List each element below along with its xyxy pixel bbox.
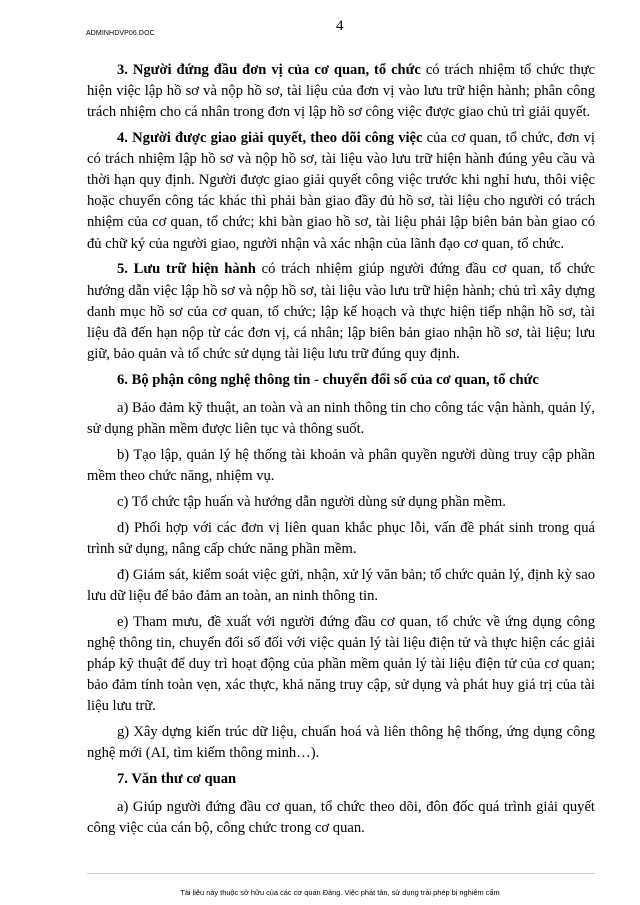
section-6-item-e: e) Tham mưu, đề xuất với người đứng đầu cơ quan, tổ chức về ứng dụng công nghệ thông tin, chuyển đổi số đối với việc quản lý tài liệu điện tử và thực hiện các giải pháp kỹ thuật để duy trì hoạt động của phần mềm quản lý tài liệu điện tử của cơ quan; bảo đảm tính toàn vẹn, xác thực, khả năng truy cập, sử dụng và phát huy giá trị của tài liệu lưu trữ.	[87, 613, 595, 714]
section-3-paragraph	[87, 60, 595, 123]
section-4-lead: 4. Người được giao giải quyết, theo dõi công việc	[117, 130, 423, 147]
footer-notice: Tài liệu này thuộc sở hữu của các cơ quan Đảng. Việc phát tán, sử dụng trái phép bị nghiêm cấm	[180, 888, 500, 897]
section-6-item-a: a) Bảo đảm kỹ thuật, an toàn và an ninh thông tin cho công tác vận hành, quản lý, sử dụng phần mềm được liên tục và thông suốt.	[87, 399, 595, 437]
footer-divider	[87, 873, 595, 874]
section-4-body: của cơ quan, tổ chức, đơn vị có trách nhiệm lập hồ sơ và nộp hồ sơ, tài liệu vào lưu trữ hiện hành đúng yêu cầu và thời hạn quy định. Người được giao giải quyết công việc trước khi nghỉ hưu, thôi việc hoặc chuyển công tác khác thì phải bàn giao đầy đủ hồ sơ, tài liệu cho người có trách nhiệm của cơ quan, tổ chức; khi bàn giao hồ sơ, tài liệu phải lập biên bản bàn giao có đủ chữ ký của người giao, người nhận và xác nhận của lãnh đạo cơ quan, tổ chức.	[87, 130, 595, 252]
section-5-body: có trách nhiệm giúp người đứng đầu cơ quan, tổ chức hướng dẫn việc lập hồ sơ và nộp hồ sơ, tài liệu vào lưu trữ hiện hành; chủ trì xây dựng danh mục hồ sơ của cơ quan, tổ chức; lập kế hoạch và thực hiện tiếp nhận hồ sơ, tài liệu đã đến hạn nộp từ các đơn vị, cá nhân; lập biên bản giao nhận hồ sơ, tài liệu; lưu giữ, bảo quản và tổ chức sử dụng tài liệu lưu trữ đúng quy định.	[87, 261, 595, 362]
section-5-lead: 5. Lưu trữ hiện hành	[117, 261, 256, 278]
section-6-heading: 6. Bộ phận công nghệ thông tin - chuyển đổi số của cơ quan, tổ chức	[117, 371, 539, 388]
section-6-item-c: c) Tổ chức tập huấn và hướng dẫn người dùng sử dụng phần mềm.	[117, 493, 506, 510]
section-6-item-g: g) Xây dựng kiến trúc dữ liệu, chuẩn hoá và liên thông hệ thống, ứng dụng công nghệ mới (AI, tìm kiếm thông minh…).	[87, 723, 595, 761]
document-body	[87, 60, 595, 844]
file-name-header: ADMINHDVP06.DOC	[86, 30, 155, 37]
section-6-item-dd: đ) Giám sát, kiểm soát việc gửi, nhận, xử lý văn bản; tổ chức quản lý, định kỳ sao lưu dữ liệu để bảo đảm an toàn, an ninh thông tin.	[87, 566, 595, 604]
section-6-item-b: b) Tạo lập, quản lý hệ thống tài khoản và phân quyền người dùng truy cập phần mềm theo chức năng, nhiệm vụ.	[87, 446, 595, 484]
section-3-lead: 3. Người đứng đầu đơn vị của cơ quan, tổ chức	[117, 62, 421, 78]
page-number: 4	[336, 18, 344, 34]
section-7-heading: 7. Văn thư cơ quan	[117, 770, 237, 787]
section-6-item-d: d) Phối hợp với các đơn vị liên quan khắc phục lỗi, vấn đề phát sinh trong quá trình sử dụng, nâng cấp chức năng phần mềm.	[87, 519, 595, 557]
section-5-paragraph	[87, 259, 595, 364]
section-3-body: có trách nhiệm tổ chức thực hiện việc lập hồ sơ và nộp hồ sơ, tài liệu của đơn vị vào lưu trữ hiện hành; phân công trách nhiệm cho cá nhân trong đơn vị lập hồ sơ công việc được giao chủ trì giải quyết.	[87, 62, 596, 121]
section-4-paragraph	[87, 128, 595, 255]
section-7-item-a: a) Giúp người đứng đầu cơ quan, tổ chức theo dõi, đôn đốc quá trình giải quyết công việc của cán bộ, công chức trong cơ quan.	[87, 798, 595, 837]
